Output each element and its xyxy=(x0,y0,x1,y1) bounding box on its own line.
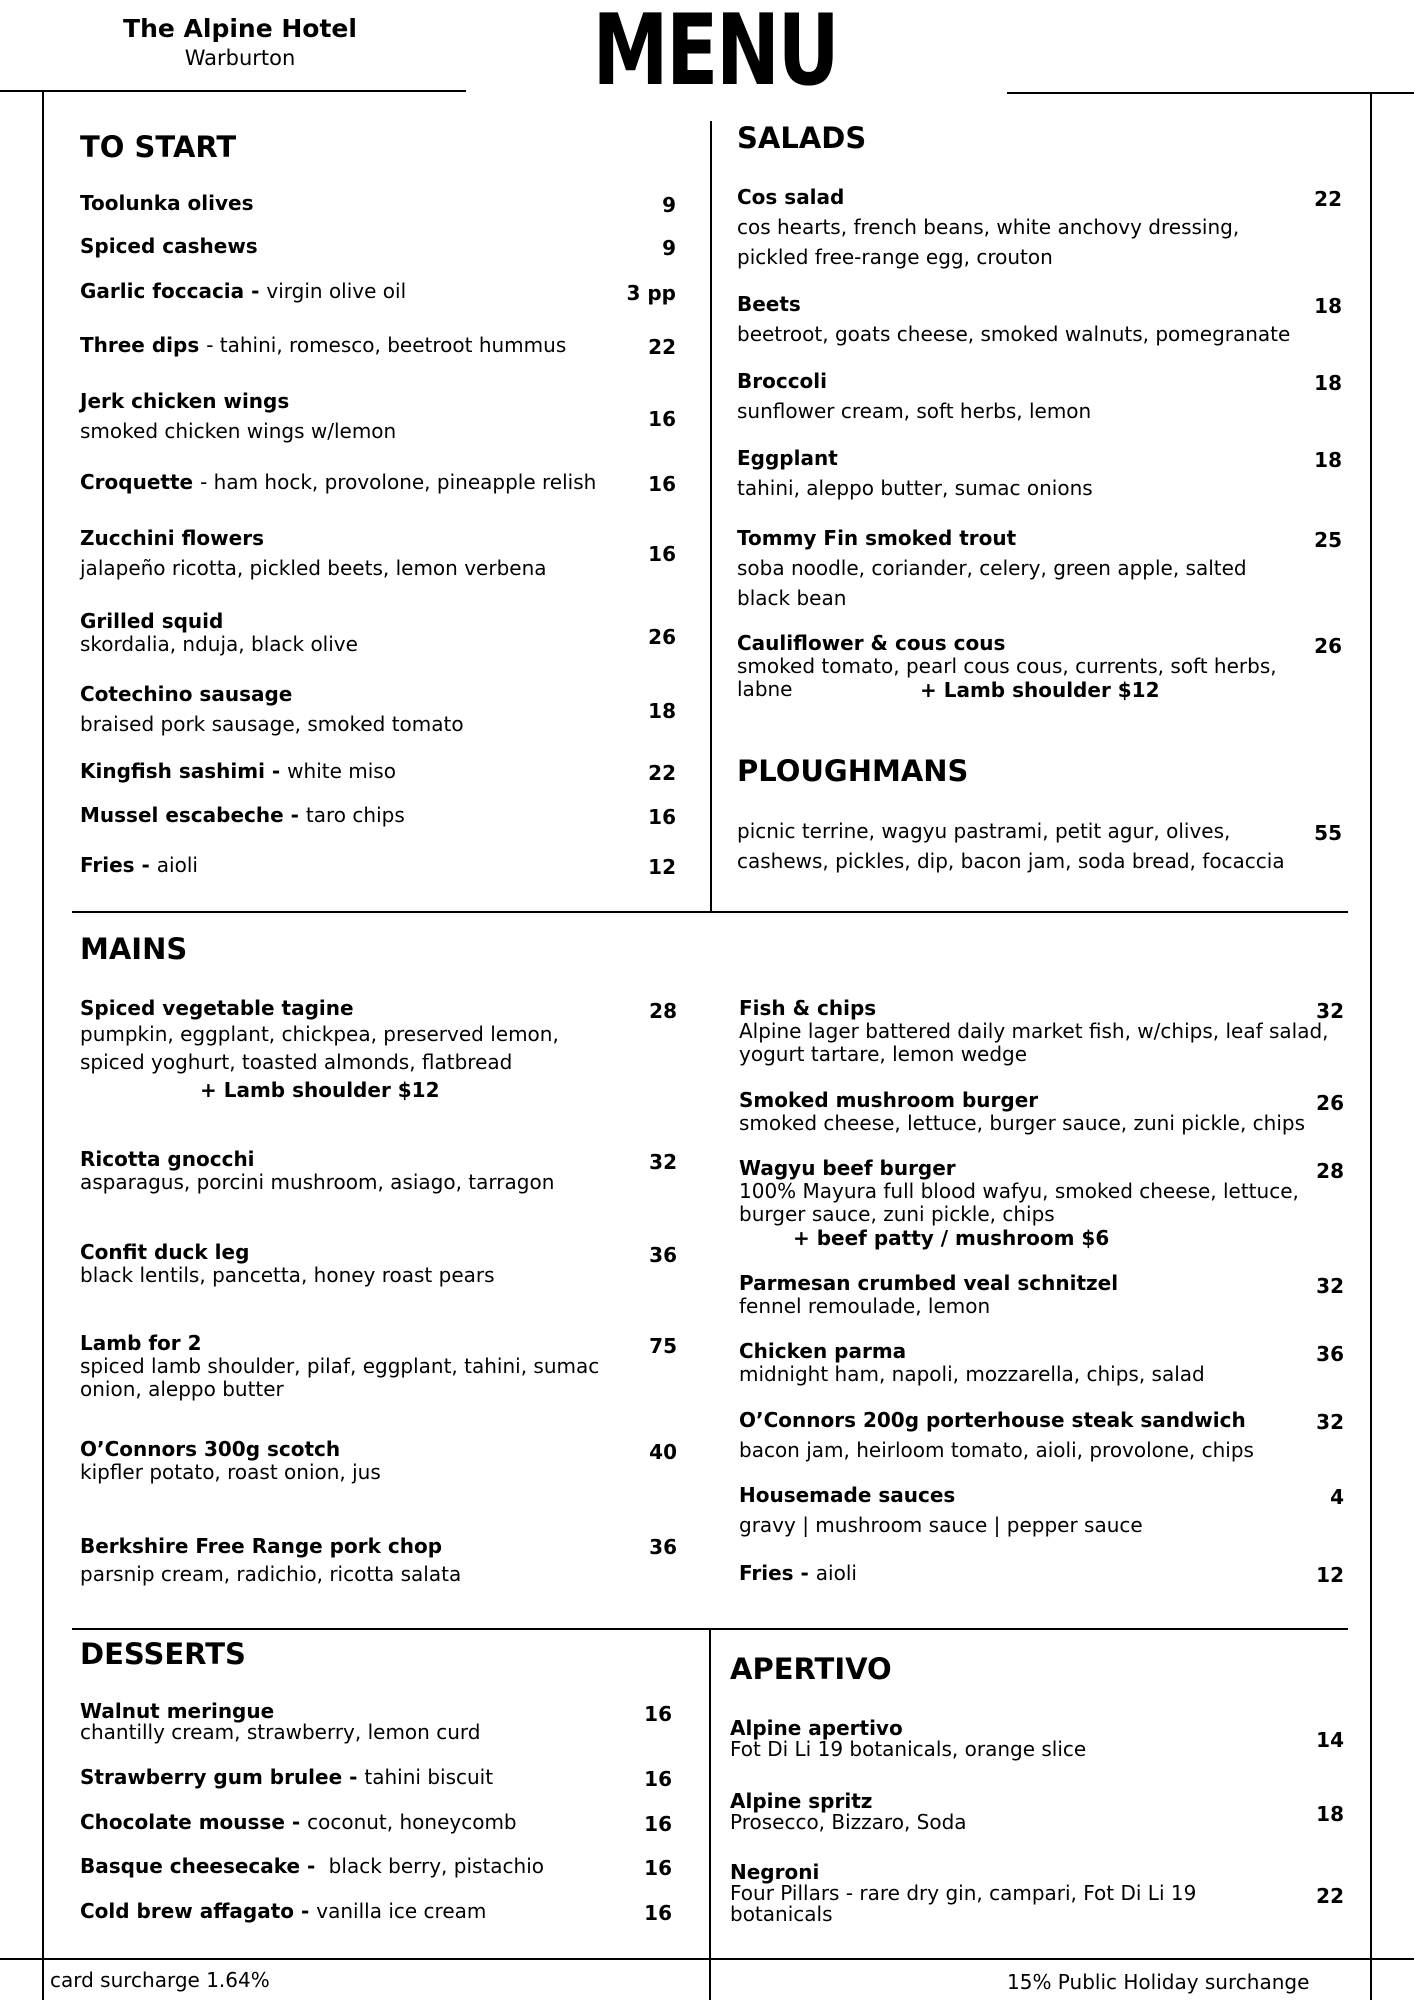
item-name: Mussel escabeche - xyxy=(80,803,306,827)
item-name: Garlic foccacia - xyxy=(80,279,267,303)
item-name: Three dips xyxy=(80,333,207,357)
item-price: 26 xyxy=(1316,1091,1344,1115)
menu-item xyxy=(737,443,1093,503)
item-name: Cos salad xyxy=(737,185,845,209)
item-description: 100% Mayura full blood wafyu, smoked cheese, lettuce, xyxy=(739,1179,1299,1203)
item-description: cashews, pickles, dip, bacon jam, soda bread, focaccia xyxy=(737,849,1285,873)
item-name: O’Connors 300g scotch xyxy=(80,1437,341,1461)
item-price: 14 xyxy=(1316,1728,1344,1752)
item-description: onion, aleppo butter xyxy=(80,1377,284,1401)
menu-item xyxy=(80,1532,461,1588)
menu-item xyxy=(80,1762,493,1792)
menu-item xyxy=(80,467,596,497)
item-description: sunflower cream, soft herbs, lemon xyxy=(737,399,1092,423)
menu-item xyxy=(739,997,1329,1066)
item-description: yogurt tartare, lemon wedge xyxy=(739,1042,1028,1066)
menu-item xyxy=(737,366,1091,426)
frame-right xyxy=(1370,94,1372,2000)
item-name: Spiced cashews xyxy=(80,234,258,258)
item-name: Zucchini flowers xyxy=(80,526,264,550)
item-description: parsnip cream, radichio, ricotta salata xyxy=(80,1562,462,1586)
item-description: spiced lamb shoulder, pilaf, eggplant, tahini, sumac xyxy=(80,1354,600,1378)
frame-left xyxy=(42,92,44,2000)
item-price: 18 xyxy=(1314,371,1342,395)
item-name: Cotechino sausage xyxy=(80,682,293,706)
menu-item xyxy=(737,523,1247,613)
item-name: Fries - xyxy=(739,1561,816,1585)
item-description: skordalia, nduja, black olive xyxy=(80,632,358,656)
header-underline-left xyxy=(0,90,466,92)
item-description: Four Pillars - rare dry gin, campari, Fot Di Li 19 xyxy=(730,1881,1197,1905)
menu-item xyxy=(737,289,1290,349)
item-name: Chicken parma xyxy=(739,1339,907,1363)
item-price: 12 xyxy=(1316,1563,1344,1587)
item-name: Cauliflower & cous cous xyxy=(737,631,1006,655)
item-price: 3 pp xyxy=(626,281,676,305)
item-price: 22 xyxy=(1316,1884,1344,1908)
item-price: 16 xyxy=(644,1901,672,1925)
item-description: burger sauce, zuni pickle, chips xyxy=(739,1202,1055,1226)
item-description: fennel remoulade, lemon xyxy=(739,1294,991,1318)
item-name: Chocolate mousse - xyxy=(80,1810,308,1834)
item-price: 18 xyxy=(1314,294,1342,318)
item-description: virgin olive oil xyxy=(266,279,407,303)
item-name: Fish & chips xyxy=(739,996,877,1020)
menu-item xyxy=(80,1332,599,1401)
item-description: cos hearts, french beans, white anchovy dressing, xyxy=(737,215,1240,239)
item-description: white miso xyxy=(287,759,396,783)
divider-mains-top xyxy=(72,911,1348,913)
item-price: 4 xyxy=(1330,1485,1344,1509)
item-name: Housemade sauces xyxy=(739,1483,956,1507)
item-description: coconut, honeycomb xyxy=(307,1810,517,1834)
item-price: 18 xyxy=(1316,1802,1344,1826)
menu-item xyxy=(739,1157,1299,1250)
item-description: smoked cheese, lettuce, burger sauce, zuni pickle, chips xyxy=(739,1111,1306,1135)
menu-item xyxy=(80,1148,554,1194)
item-description: pickled free-range egg, crouton xyxy=(737,245,1053,269)
item-price: 16 xyxy=(648,407,676,431)
section-title-to-start: TO START xyxy=(80,130,237,164)
item-name: O’Connors 200g porterhouse steak sandwich xyxy=(739,1408,1246,1432)
item-price: 9 xyxy=(662,193,676,217)
menu-item xyxy=(739,1558,857,1588)
menu-item xyxy=(80,330,566,360)
item-description: bacon jam, heirloom tomato, aioli, provolone, chips xyxy=(739,1438,1254,1462)
item-price: 36 xyxy=(649,1243,677,1267)
item-description: braised pork sausage, smoked tomato xyxy=(80,712,464,736)
item-name: Jerk chicken wings xyxy=(80,389,290,413)
item-price: 26 xyxy=(1314,634,1342,658)
menu-item xyxy=(80,1241,495,1287)
item-name: Eggplant xyxy=(737,446,838,470)
item-description: picnic terrine, wagyu pastrami, petit agur, olives, xyxy=(737,819,1231,843)
item-description: Alpine lager battered daily market fish, w/chips, leaf salad, xyxy=(739,1019,1329,1043)
menu-item xyxy=(80,679,464,739)
item-description: taro chips xyxy=(305,803,405,827)
item-description: vanilla ice cream xyxy=(316,1899,487,1923)
item-name: Beets xyxy=(737,292,801,316)
item-price: 40 xyxy=(649,1440,677,1464)
menu-item xyxy=(739,1405,1254,1465)
menu-item xyxy=(80,386,396,446)
item-name: Smoked mushroom burger xyxy=(739,1088,1039,1112)
section-title-mains: MAINS xyxy=(80,932,188,966)
menu-item xyxy=(739,1272,1118,1318)
item-price: 32 xyxy=(1316,1410,1344,1434)
item-description: kipfler potato, roast onion, jus xyxy=(80,1460,381,1484)
item-description: chantilly cream, strawberry, lemon curd xyxy=(80,1720,481,1744)
menu-title: MENU xyxy=(592,0,838,108)
section-title-apertivo: APERTIVO xyxy=(730,1652,892,1686)
menu-item xyxy=(80,850,198,880)
divider-bottom-center xyxy=(709,1628,711,2000)
item-description: aioli xyxy=(815,1561,857,1585)
item-description: - ham hock, provolone, pineapple relish xyxy=(200,470,597,494)
menu-item xyxy=(80,756,396,786)
item-price: 26 xyxy=(648,625,676,649)
item-price: 16 xyxy=(644,1702,672,1726)
item-name: Fries - xyxy=(80,853,157,877)
item-name: Croquette xyxy=(80,470,201,494)
item-description: aioli xyxy=(156,853,198,877)
header-underline-right xyxy=(1007,92,1414,94)
item-name: Cold brew affagato - xyxy=(80,1899,317,1923)
item-price: 28 xyxy=(1316,1159,1344,1183)
menu-item xyxy=(739,1480,1143,1540)
item-description: spiced yoghurt, toasted almonds, flatbread xyxy=(80,1050,513,1074)
menu-item xyxy=(737,816,1285,876)
item-price: 16 xyxy=(644,1812,672,1836)
item-price: 32 xyxy=(1316,1274,1344,1298)
item-price: 22 xyxy=(648,761,676,785)
divider-top-center xyxy=(710,121,712,913)
menu-item xyxy=(730,1791,967,1833)
menu-item xyxy=(80,523,547,583)
item-addon: + Lamb shoulder $12 xyxy=(920,678,1160,702)
item-price: 36 xyxy=(1316,1342,1344,1366)
menu-item xyxy=(80,1807,517,1837)
item-name: Broccoli xyxy=(737,369,828,393)
item-description: botanicals xyxy=(730,1902,833,1926)
menu-item xyxy=(80,1701,480,1743)
item-description: Fot Di Li 19 botanicals, orange slice xyxy=(730,1737,1087,1761)
menu-item xyxy=(739,1340,1205,1386)
menu-item xyxy=(80,1438,381,1484)
item-price: 18 xyxy=(1314,448,1342,472)
item-name: Tommy Fin smoked trout xyxy=(737,526,1017,550)
item-description: beetroot, goats cheese, smoked walnuts, pomegranate xyxy=(737,322,1291,346)
menu-item xyxy=(80,800,405,830)
item-description: black lentils, pancetta, honey roast pears xyxy=(80,1263,495,1287)
item-description: smoked tomato, pearl cous cous, currents, soft herbs, xyxy=(737,654,1277,678)
item-price: 22 xyxy=(648,335,676,359)
item-price: 18 xyxy=(648,699,676,723)
item-description: soba noodle, coriander, celery, green apple, salted xyxy=(737,556,1247,580)
menu-item xyxy=(80,610,358,656)
section-title-ploughmans: PLOUGHMANS xyxy=(737,754,969,788)
item-description: gravy | mushroom sauce | pepper sauce xyxy=(739,1513,1143,1537)
item-price: 12 xyxy=(648,855,676,879)
item-price: 16 xyxy=(644,1856,672,1880)
item-price: 75 xyxy=(649,1334,677,1358)
item-price: 55 xyxy=(1314,821,1342,845)
section-title-salads: SALADS xyxy=(737,121,867,155)
item-price: 25 xyxy=(1314,528,1342,552)
item-description: Prosecco, Bizzaro, Soda xyxy=(730,1810,967,1834)
menu-item xyxy=(80,997,559,1105)
item-name: Wagyu beef burger xyxy=(739,1156,956,1180)
item-name: Walnut meringue xyxy=(80,1699,275,1723)
item-name: Alpine spritz xyxy=(730,1789,873,1813)
item-description: midnight ham, napoli, mozzarella, chips, salad xyxy=(739,1362,1205,1386)
item-name: Lamb for 2 xyxy=(80,1331,202,1355)
item-price: 28 xyxy=(649,999,677,1023)
item-name: Kingfish sashimi - xyxy=(80,759,288,783)
item-price: 36 xyxy=(649,1535,677,1559)
item-name: Berkshire Free Range pork chop xyxy=(80,1534,443,1558)
item-name: Confit duck leg xyxy=(80,1240,250,1264)
hotel-name: The Alpine Hotel xyxy=(123,14,357,43)
item-price: 16 xyxy=(648,542,676,566)
item-name: Parmesan crumbed veal schnitzel xyxy=(739,1271,1119,1295)
item-price: 32 xyxy=(649,1150,677,1174)
item-description: - tahini, romesco, beetroot hummus xyxy=(206,333,567,357)
item-name: Negroni xyxy=(730,1860,820,1884)
menu-item xyxy=(737,182,1239,272)
menu-item xyxy=(80,276,406,306)
item-description: tahini biscuit xyxy=(364,1765,494,1789)
item-description: asparagus, porcini mushroom, asiago, tarragon xyxy=(80,1170,555,1194)
menu-item xyxy=(80,231,258,261)
item-price: 16 xyxy=(648,472,676,496)
menu-item xyxy=(80,1851,544,1881)
item-price: 16 xyxy=(644,1767,672,1791)
menu-item xyxy=(80,1896,486,1926)
item-name: Ricotta gnocchi xyxy=(80,1147,255,1171)
item-name: Strawberry gum brulee - xyxy=(80,1765,365,1789)
menu-item xyxy=(730,1862,1196,1925)
item-description: tahini, aleppo butter, sumac onions xyxy=(737,476,1093,500)
item-addon: + beef patty / mushroom $6 xyxy=(793,1226,1110,1250)
divider-footer-top xyxy=(0,1958,1414,1960)
item-description: black bean xyxy=(737,586,847,610)
item-addon: + Lamb shoulder $12 xyxy=(200,1078,440,1102)
item-price: 22 xyxy=(1314,187,1342,211)
item-name: Basque cheesecake - xyxy=(80,1854,323,1878)
hotel-location: Warburton xyxy=(184,46,296,70)
item-description: black berry, pistachio xyxy=(322,1854,545,1878)
card-surcharge-note: card surcharge 1.64% xyxy=(50,1968,270,1992)
item-name: Grilled squid xyxy=(80,609,224,633)
item-price: 16 xyxy=(648,805,676,829)
menu-item xyxy=(80,188,254,218)
item-name: Alpine apertivo xyxy=(730,1716,903,1740)
item-name: Spiced vegetable tagine xyxy=(80,996,354,1020)
section-title-desserts: DESSERTS xyxy=(80,1637,246,1671)
item-description: smoked chicken wings w/lemon xyxy=(80,419,397,443)
public-holiday-surcharge-note: 15% Public Holiday surchange xyxy=(1007,1970,1310,1994)
item-price: 9 xyxy=(662,236,676,260)
item-description: labne xyxy=(737,677,793,701)
menu-item xyxy=(730,1718,1086,1760)
menu-item xyxy=(739,1089,1305,1135)
item-price: 32 xyxy=(1316,999,1344,1023)
item-name: Toolunka olives xyxy=(80,191,254,215)
item-description: jalapeño ricotta, pickled beets, lemon verbena xyxy=(80,556,547,580)
item-description: pumpkin, eggplant, chickpea, preserved lemon, xyxy=(80,1022,559,1046)
